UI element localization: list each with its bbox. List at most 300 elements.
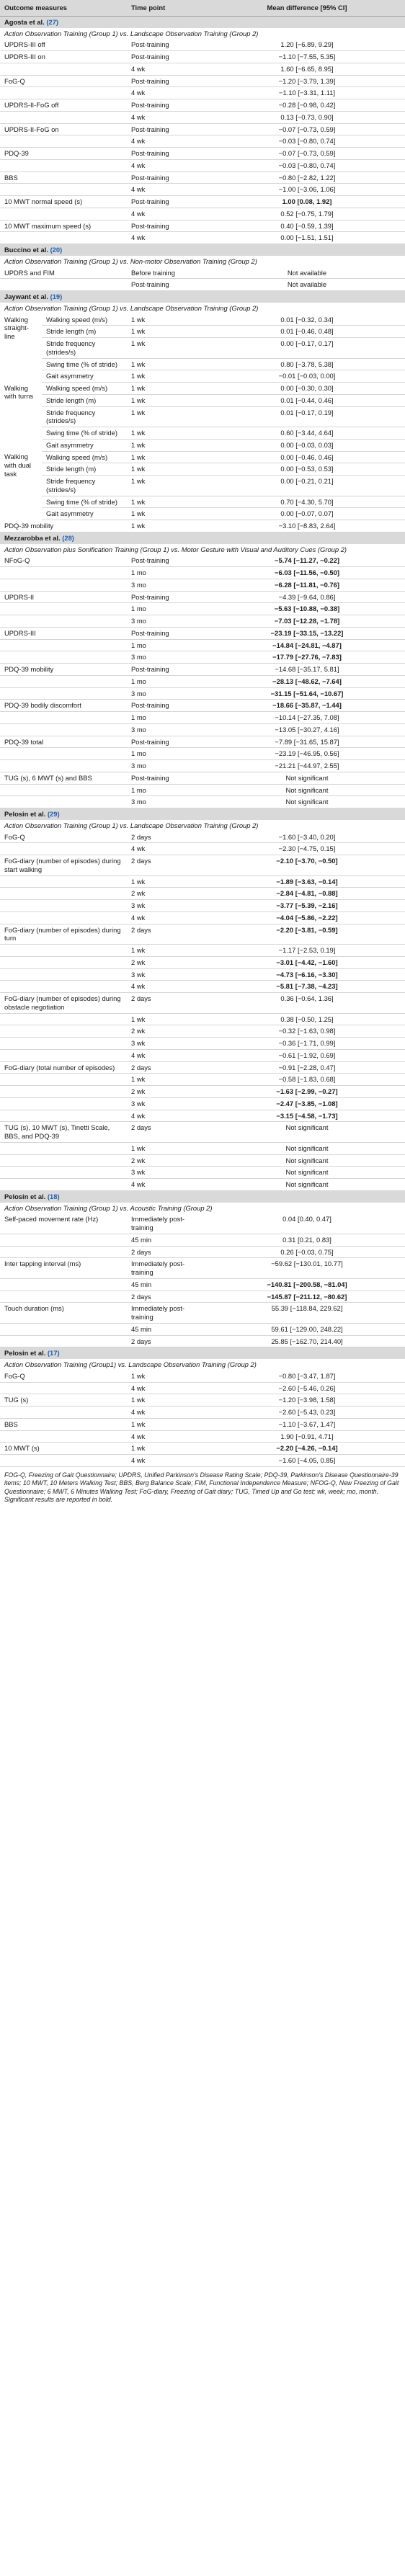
mean-difference — [209, 1097, 405, 1110]
outcome-measure — [0, 1074, 127, 1086]
table-row — [0, 508, 405, 520]
table-row — [0, 579, 405, 591]
footnote-abbreviations: FOG-Q, Freezing of Gait Questionnaire; UPDRS, Unified Parkinson's Disease Rating Scale; PDQ-39, Parkinson's Disease Questionnaire-39 items; 10 MWT, 10 Meters Walking Test; BBS, Berg Balance Scale; FIM, Functional Independence Measure; NFOG-Q, New Freezing of Gait Questionnaire; 6 MWT, 6 Minutes Walking Test; FoG-diary, Freezing of Gait diary; TUG, Timed Up and Go test; wk, week; mo, month. — [4, 1471, 399, 1495]
table-row — [0, 1154, 405, 1167]
mean-difference: 0.00 [−0.03, 0.03] — [209, 439, 405, 451]
study-reference[interactable]: (29) — [47, 810, 60, 818]
time-point: Post-training — [127, 700, 209, 712]
outcome-measure: FoG-Q — [0, 832, 127, 843]
time-point: 45 min — [127, 1234, 209, 1246]
mean-difference: −10.14 [−27.35, 7.08] — [209, 712, 405, 724]
table-row — [0, 338, 405, 359]
mean-difference: 0.01 [−0.17, 0.19] — [209, 406, 405, 427]
time-point: 1 wk — [127, 476, 209, 496]
table-row — [0, 968, 405, 981]
outcome-measure: BBS — [0, 1418, 127, 1430]
mean-difference: Not significant — [209, 784, 405, 796]
study-row — [0, 808, 405, 820]
mean-difference: −23.19 [−46.95, 0.56] — [209, 748, 405, 760]
time-point: Before training — [127, 267, 209, 279]
table-row — [0, 123, 405, 135]
outcome-measure: FoG-diary (number of episodes) during start walking — [0, 855, 127, 876]
time-point: 1 wk — [127, 370, 209, 383]
table-row — [0, 956, 405, 968]
outcome-measure: TUG (s) — [0, 1394, 127, 1407]
table-row — [0, 1418, 405, 1430]
time-point: Post-training — [127, 772, 209, 784]
time-point: 4 wk — [127, 1179, 209, 1191]
mean-difference: Not available — [209, 279, 405, 291]
outcome-measure — [0, 1097, 127, 1110]
outcome-measure — [0, 1278, 127, 1291]
outcome-measure: Stride frequency (strides/s) — [42, 338, 127, 359]
table-row — [0, 1258, 405, 1279]
outcome-measure — [0, 1246, 127, 1258]
outcome-measure — [0, 1407, 127, 1419]
mean-difference: 0.04 [0.40, 0.47] — [209, 1213, 405, 1234]
table-row — [0, 1430, 405, 1443]
mean-difference: 0.00 [−0.17, 0.17] — [209, 338, 405, 359]
significant-value: −3.01 [−4.42, −1.60] — [276, 958, 338, 966]
outcome-measure — [0, 1154, 127, 1167]
table-row — [0, 326, 405, 338]
comparison-row — [0, 544, 405, 556]
condition-label: Walking with turns — [4, 383, 34, 401]
outcome-measure — [0, 712, 127, 724]
time-point: 2 days — [127, 855, 209, 876]
study-author: Jaywant et al. — [4, 293, 48, 300]
table-row — [0, 555, 405, 566]
time-point: Post-training — [127, 279, 209, 291]
table-row — [0, 383, 405, 395]
table-row — [0, 1013, 405, 1025]
time-point: 4 wk — [127, 63, 209, 75]
time-point: 2 days — [127, 993, 209, 1014]
table-row — [0, 1323, 405, 1335]
time-point: Post-training — [127, 664, 209, 676]
mean-difference: 59.61 [−129.00, 248.22] — [209, 1323, 405, 1335]
time-point: 1 mo — [127, 784, 209, 796]
outcome-measure: Walking speed (m/s) — [42, 451, 127, 463]
table-row — [0, 1097, 405, 1110]
significant-value: −140.81 [−200.58, −81.04] — [267, 1280, 347, 1288]
time-point: Post-training — [127, 591, 209, 603]
significant-value: −2.10 [−3.70, −0.50] — [276, 857, 338, 865]
outcome-measure — [0, 1049, 127, 1061]
table-row — [0, 394, 405, 406]
outcome-measure: PDQ-39 mobility — [0, 520, 127, 532]
outcome-measure — [0, 615, 127, 628]
outcome-measure — [0, 888, 127, 900]
outcome-measure: Swing time (% of stride) — [42, 496, 127, 508]
outcome-measure: FoG-diary (total number of episodes) — [0, 1061, 127, 1074]
footnote-significance: Significant results are reported in bold. — [4, 1496, 113, 1504]
table-row — [0, 1278, 405, 1291]
mean-difference: 1.60 [−6.65, 8.95] — [209, 63, 405, 75]
outcome-measure: PDQ-39 total — [0, 736, 127, 748]
time-point: 1 wk — [127, 463, 209, 476]
table-row — [0, 314, 405, 326]
study-reference[interactable]: (18) — [47, 1192, 60, 1200]
outcome-measure — [0, 1430, 127, 1443]
outcome-measure: FoG-diary (number of episodes) during turn — [0, 924, 127, 945]
mean-difference: 0.52 [−0.75, 1.79] — [209, 208, 405, 220]
mean-difference: −1.10 [−3.67, 1.47] — [209, 1418, 405, 1430]
outcome-measure — [0, 1086, 127, 1098]
study-row — [0, 291, 405, 303]
mean-difference — [209, 651, 405, 664]
mean-difference: −4.39 [−9.64, 0.86] — [209, 591, 405, 603]
mean-difference: 1.20 [−6.89, 9.29] — [209, 39, 405, 50]
outcome-measure: BBS — [0, 171, 127, 184]
mean-difference: Not significant — [209, 1167, 405, 1179]
time-point: 1 wk — [127, 1074, 209, 1086]
outcome-measure: UPDRS-III on — [0, 51, 127, 63]
time-point: 3 wk — [127, 1038, 209, 1050]
table-row — [0, 51, 405, 63]
time-point: 4 wk — [127, 184, 209, 196]
mean-difference: −0.32 [−1.63, 0.98] — [209, 1025, 405, 1038]
mean-difference — [209, 1291, 405, 1303]
mean-difference: 25.85 [−162.70, 214.40] — [209, 1335, 405, 1347]
outcome-measure — [0, 1335, 127, 1347]
mean-difference — [209, 1086, 405, 1098]
time-point: Post-training — [127, 51, 209, 63]
time-point: 3 mo — [127, 579, 209, 591]
mean-difference: 0.80 [−3.78, 5.38] — [209, 358, 405, 370]
table-row — [0, 924, 405, 945]
mean-difference: Not available — [209, 267, 405, 279]
mean-difference: −59.62 [−130.01, 10.77] — [209, 1258, 405, 1279]
time-point: 3 mo — [127, 651, 209, 664]
outcome-measure — [0, 1291, 127, 1303]
table-row — [0, 627, 405, 639]
time-point: 1 wk — [127, 383, 209, 395]
time-point: 3 mo — [127, 760, 209, 772]
outcome-measure — [0, 232, 127, 244]
time-point: 1 wk — [127, 439, 209, 451]
time-point: 1 wk — [127, 508, 209, 520]
mean-difference: −0.01 [−0.03, 0.00] — [209, 370, 405, 383]
table-row — [0, 496, 405, 508]
table-row — [0, 1303, 405, 1324]
outcome-measure — [0, 945, 127, 957]
outcome-measure — [0, 63, 127, 75]
table-row — [0, 900, 405, 912]
time-point: Immediately post-training — [127, 1303, 209, 1324]
table-row — [0, 748, 405, 760]
time-point: 4 wk — [127, 208, 209, 220]
mean-difference: −14.68 [−35.17, 5.81] — [209, 664, 405, 676]
mean-difference — [209, 981, 405, 993]
mean-difference: 0.00 [−0.30, 0.30] — [209, 383, 405, 395]
significant-value: −6.28 [−11.81, −0.76] — [275, 580, 339, 589]
mean-difference: −0.07 [−0.73, 0.59] — [209, 123, 405, 135]
header-row — [0, 0, 405, 16]
table-row — [0, 760, 405, 772]
time-point: 4 wk — [127, 1430, 209, 1443]
table-row — [0, 171, 405, 184]
study-author: Buccino et al. — [4, 246, 48, 254]
time-point: 1 wk — [127, 394, 209, 406]
table-row — [0, 184, 405, 196]
outcome-measure — [0, 956, 127, 968]
header-mean-diff: Mean difference [95% CI] — [209, 0, 405, 16]
study-reference[interactable]: (28) — [62, 533, 74, 542]
table-row — [0, 1142, 405, 1154]
outcome-measure: TUG (s), 6 MWT (s) and BBS — [0, 772, 127, 784]
table-row — [0, 135, 405, 148]
time-point: 2 days — [127, 1246, 209, 1258]
mean-difference: Not significant — [209, 1142, 405, 1154]
table-row — [0, 370, 405, 383]
study-heading — [0, 1347, 405, 1359]
outcome-measure: UPDRS-II — [0, 591, 127, 603]
table-row — [0, 1086, 405, 1098]
outcome-measure — [0, 1025, 127, 1038]
significant-value: −2.84 [−4.81, −0.88] — [276, 889, 338, 898]
outcome-measure: PDQ-39 bodily discomfort — [0, 700, 127, 712]
study-row — [0, 1347, 405, 1359]
outcome-measure: Touch duration (ms) — [0, 1303, 127, 1324]
significant-value: −4.04 [−5.86, −2.22] — [276, 913, 338, 922]
table-row — [0, 1074, 405, 1086]
study-author: Agosta et al. — [4, 17, 45, 26]
significant-value: −7.03 [−12.28, −1.78] — [274, 617, 340, 625]
outcome-measure — [0, 723, 127, 736]
outcome-measure: 10 MWT (s) — [0, 1443, 127, 1455]
mean-difference — [209, 900, 405, 912]
outcome-measure: UPDRS and FIM — [0, 267, 127, 279]
outcome-measure — [0, 981, 127, 993]
time-point: 4 wk — [127, 159, 209, 171]
time-point: 1 wk — [127, 314, 209, 326]
table-row — [0, 855, 405, 876]
mean-difference: −0.36 [−1.71, 0.99] — [209, 1038, 405, 1050]
study-reference[interactable]: (27) — [46, 17, 59, 26]
time-point: Post-training — [127, 123, 209, 135]
condition-label: Walking straight-line — [4, 315, 29, 340]
table-row — [0, 75, 405, 87]
study-row — [0, 244, 405, 256]
table-row — [0, 723, 405, 736]
mean-difference: −0.91 [−2.28, 0.47] — [209, 1061, 405, 1074]
table-row — [0, 220, 405, 232]
table-row — [0, 99, 405, 112]
table-row — [0, 279, 405, 291]
table-row — [0, 1291, 405, 1303]
table-row — [0, 87, 405, 99]
outcome-measure: UPDRS-III off — [0, 39, 127, 50]
study-reference[interactable]: (20) — [50, 246, 63, 254]
outcome-measure: Gait asymmetry — [42, 439, 127, 451]
outcome-measure — [0, 184, 127, 196]
outcome-measure — [0, 1323, 127, 1335]
mean-difference: −2.60 [−5.46, 0.26] — [209, 1382, 405, 1394]
study-reference[interactable]: (19) — [50, 293, 63, 300]
significant-value: −145.87 [−211.12, −80.62] — [267, 1292, 347, 1301]
comparison-row — [0, 256, 405, 267]
time-point: 2 wk — [127, 1154, 209, 1167]
outcome-measure — [0, 760, 127, 772]
time-point: Immediately post-training — [127, 1213, 209, 1234]
significant-value: −1.63 [−2.99, −0.27] — [276, 1087, 338, 1095]
mean-difference: 0.70 [−4.30, 5.70] — [209, 496, 405, 508]
mean-difference: −0.61 [−1.92, 0.69] — [209, 1049, 405, 1061]
table-row — [0, 463, 405, 476]
outcome-measure — [0, 639, 127, 651]
outcome-measure — [0, 567, 127, 579]
table-row — [0, 232, 405, 244]
significant-value: −18.66 [−35.87, −1.44] — [272, 701, 342, 710]
outcome-measure — [0, 208, 127, 220]
time-point: 1 wk — [127, 1394, 209, 1407]
mean-difference: 0.00 [−0.21, 0.21] — [209, 476, 405, 496]
time-point: 45 min — [127, 1278, 209, 1291]
outcome-measure — [0, 159, 127, 171]
table-row — [0, 1110, 405, 1122]
table-row — [0, 651, 405, 664]
outcome-measure: Stride length (m) — [42, 463, 127, 476]
table-row — [0, 358, 405, 370]
significant-value: −4.73 [−6.16, −3.30] — [276, 970, 338, 979]
table-row — [0, 843, 405, 855]
study-author: Pelosin et al. — [4, 1349, 46, 1358]
significant-value: −1.89 [−3.63, −0.14] — [276, 877, 338, 886]
mean-difference — [209, 888, 405, 900]
outcome-measure: 10 MWT normal speed (s) — [0, 196, 127, 208]
table-row — [0, 1179, 405, 1191]
mean-difference: 0.00 [−0.53, 0.53] — [209, 463, 405, 476]
mean-difference — [209, 555, 405, 566]
time-point: 2 days — [127, 924, 209, 945]
mean-difference — [209, 1110, 405, 1122]
mean-difference — [209, 924, 405, 945]
outcome-measure — [0, 784, 127, 796]
significant-value: −23.19 [−33.15, −13.22] — [270, 628, 344, 637]
mean-difference: 0.60 [−3.44, 4.64] — [209, 427, 405, 440]
mean-difference: 0.01 [−0.32, 0.34] — [209, 314, 405, 326]
table-row — [0, 1213, 405, 1234]
mean-difference — [209, 567, 405, 579]
mean-difference: 0.00 [−0.46, 0.46] — [209, 451, 405, 463]
time-point: 4 wk — [127, 135, 209, 148]
time-point: 4 wk — [127, 1110, 209, 1122]
mean-difference — [209, 1443, 405, 1455]
significant-value: −5.81 [−7.38, −4.23] — [276, 982, 338, 991]
table-row — [0, 1038, 405, 1050]
table-row — [0, 1049, 405, 1061]
time-point: Post-training — [127, 75, 209, 87]
mean-difference: −1.17 [−2.53, 0.19] — [209, 945, 405, 957]
table-row — [0, 148, 405, 160]
comparison-row — [0, 1203, 405, 1214]
outcome-measure — [0, 1013, 127, 1025]
significant-value: −5.63 [−10.88, −0.38] — [274, 605, 340, 613]
mean-difference: −13.05 [−30.27, 4.16] — [209, 723, 405, 736]
time-point: 4 wk — [127, 1455, 209, 1467]
outcome-measure: Stride frequency (strides/s) — [42, 406, 127, 427]
outcome-measure — [0, 875, 127, 888]
mean-difference: −1.20 [−3.98, 1.58] — [209, 1394, 405, 1407]
time-point: Post-training — [127, 99, 209, 112]
time-point: 1 wk — [127, 1142, 209, 1154]
significant-value: 1.00 [0.08, 1.92] — [282, 197, 332, 205]
mean-difference — [209, 968, 405, 981]
table-row — [0, 208, 405, 220]
comparison-text: Action Observation Training (Group 1) vs. Landscape Observation Training (Group 2) — [4, 29, 259, 37]
time-point: 1 wk — [127, 338, 209, 359]
outcome-measure: Gait asymmetry — [42, 508, 127, 520]
header-outcome: Outcome measures — [0, 0, 127, 16]
significant-value: −2.20 [−4.26, −0.14] — [276, 1444, 338, 1453]
outcome-measure: NFoG-Q — [0, 555, 127, 566]
table-row — [0, 1382, 405, 1394]
comparison-row — [0, 303, 405, 314]
time-point: 1 wk — [127, 1013, 209, 1025]
outcome-measure: Self-paced movement rate (Hz) — [0, 1213, 127, 1234]
comparison-row — [0, 820, 405, 832]
outcome-measure: UPDRS-III — [0, 627, 127, 639]
time-point: 45 min — [127, 1323, 209, 1335]
table-row — [0, 439, 405, 451]
time-point: 1 wk — [127, 358, 209, 370]
mean-difference — [209, 675, 405, 687]
table-row — [0, 1122, 405, 1143]
time-point: 1 wk — [127, 1371, 209, 1382]
time-point: 4 wk — [127, 1049, 209, 1061]
study-heading — [0, 808, 405, 820]
table-row — [0, 39, 405, 50]
table-row — [0, 1371, 405, 1382]
table-row — [0, 1025, 405, 1038]
outcome-measure — [0, 1142, 127, 1154]
time-point: 1 mo — [127, 567, 209, 579]
table-row — [0, 993, 405, 1014]
outcome-measure: Swing time (% of stride) — [42, 358, 127, 370]
mean-difference: 0.00 [−1.51, 1.51] — [209, 232, 405, 244]
mean-difference — [209, 1278, 405, 1291]
table-row — [0, 159, 405, 171]
mean-difference — [209, 687, 405, 700]
time-point: Post-training — [127, 196, 209, 208]
outcome-measure — [0, 87, 127, 99]
condition-label: Walking with dual task — [4, 453, 32, 478]
outcome-measure: Swing time (% of stride) — [42, 427, 127, 440]
time-point: 3 mo — [127, 796, 209, 808]
time-point: Post-training — [127, 39, 209, 50]
time-point: 1 wk — [127, 451, 209, 463]
mean-difference: −1.00 [−3.06, 1.06] — [209, 184, 405, 196]
mean-difference: 0.38 [−0.50, 1.25] — [209, 1013, 405, 1025]
outcome-measure: UPDRS-II-FoG off — [0, 99, 127, 112]
table-row — [0, 615, 405, 628]
table-row — [0, 451, 405, 463]
outcome-measure: Walking speed (m/s) — [42, 383, 127, 395]
time-point: 3 wk — [127, 1097, 209, 1110]
mean-difference: −1.60 [−4.05, 0.85] — [209, 1455, 405, 1467]
time-point: 1 wk — [127, 945, 209, 957]
comparison-text: Action Observation Training (Group 1) vs. Landscape Observation Training (Group 2) — [4, 303, 259, 312]
outcome-measure: Walking speed (m/s) — [42, 314, 127, 326]
time-point: 2 days — [127, 1061, 209, 1074]
outcome-measure — [0, 579, 127, 591]
study-reference[interactable]: (17) — [47, 1349, 60, 1358]
comparison-row — [0, 28, 405, 40]
time-point: 4 wk — [127, 111, 209, 123]
mean-difference: −0.03 [−0.80, 0.74] — [209, 135, 405, 148]
time-point: 2 days — [127, 832, 209, 843]
